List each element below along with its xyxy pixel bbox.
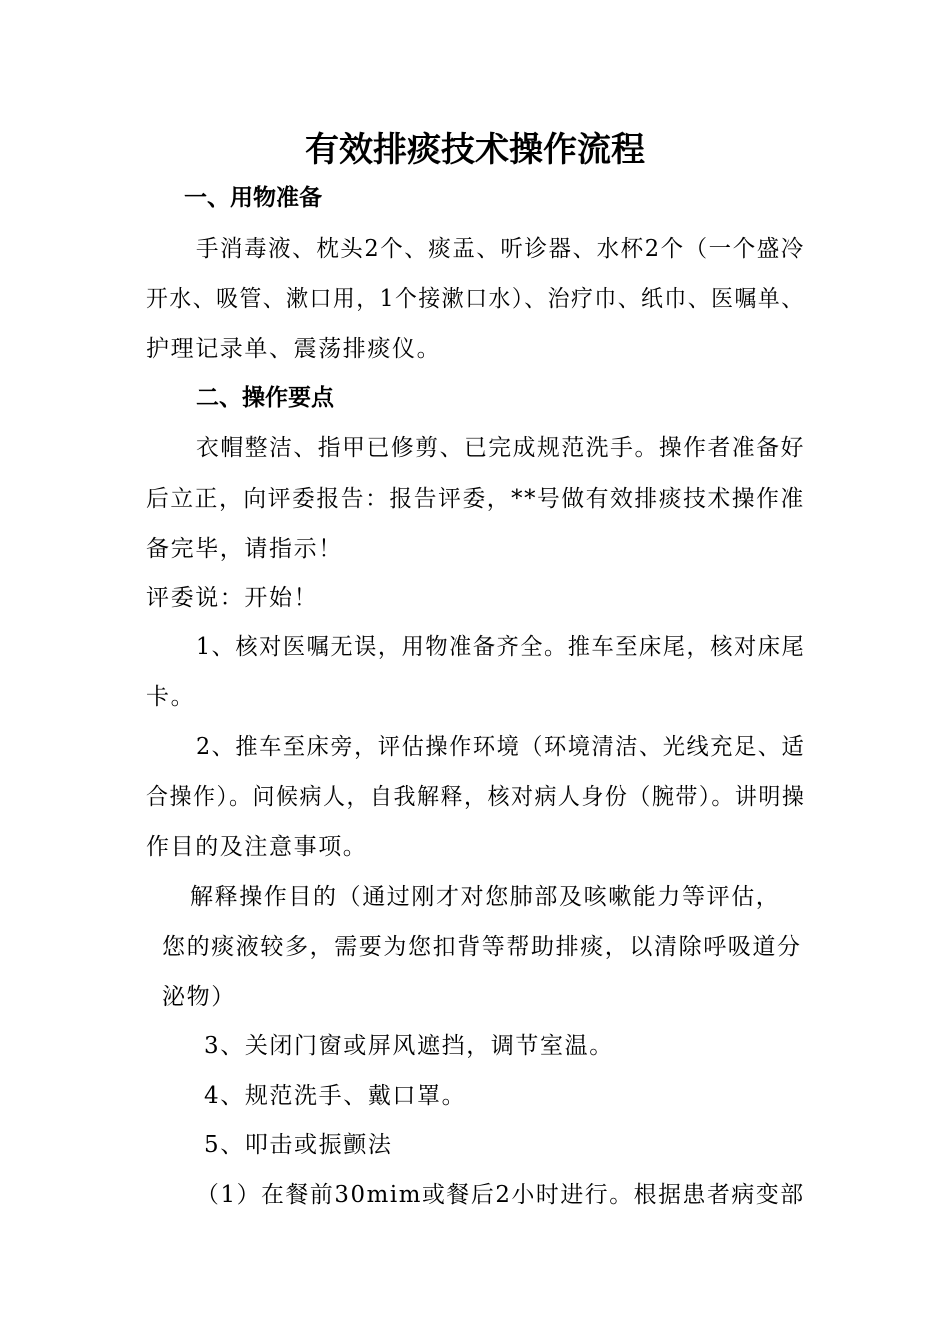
explain-line-3: 泌物） [162,984,236,1010]
step2-line-3: 作目的及注意事项。 [146,834,368,860]
step5-sub-line: （1）在餐前30mim或餐后2小时进行。根据患者病变部 [196,1182,805,1208]
step3-line: 3、关闭门窗或屏风遮挡，调节室温。 [204,1033,614,1059]
section-heading-supplies: 一、用物准备 [184,185,322,211]
step5-line: 5、叩击或振颤法 [204,1132,393,1158]
supplies-line-3: 护理记录单、震荡排痰仪。 [146,336,442,362]
step2-line-2: 合操作）。问候病人，自我解释，核对病人身份（腕带）。讲明操 [146,784,806,810]
intro-line-1: 衣帽整洁、指甲已修剪、已完成规范洗手。操作者准备好 [196,435,805,461]
explain-line-1: 解释操作目的（通过刚才对您肺部及咳嗽能力等评估， [190,884,781,910]
intro-line-2: 后立正，向评委报告：报告评委，**号做有效排痰技术操作准 [146,486,805,512]
section-heading-key-points: 二、操作要点 [196,385,334,411]
step2-line-1: 2、推车至床旁，评估操作环境（环境清洁、光线充足、适 [196,734,806,760]
step1-line-2: 卡。 [146,684,196,710]
step4-line: 4、规范洗手、戴口罩。 [204,1083,467,1109]
supplies-line-1: 手消毒液、枕头2个、痰盂、听诊器、水杯2个（一个盛冷 [196,236,805,262]
intro-line-3: 备完毕，请指示！ [146,536,343,562]
document-title: 有效排痰技术操作流程 [305,130,645,170]
explain-line-2: 您的痰液较多，需要为您扣背等帮助排痰，以清除呼吸道分 [162,934,802,960]
supplies-line-2: 开水、吸管、漱口用，1个接漱口水）、治疗巾、纸巾、医嘱单、 [146,286,805,312]
step1-line-1: 1、核对医嘱无误，用物准备齐全。推车至床尾，核对床尾 [196,634,806,660]
judge-line: 评委说：开始！ [146,585,319,611]
